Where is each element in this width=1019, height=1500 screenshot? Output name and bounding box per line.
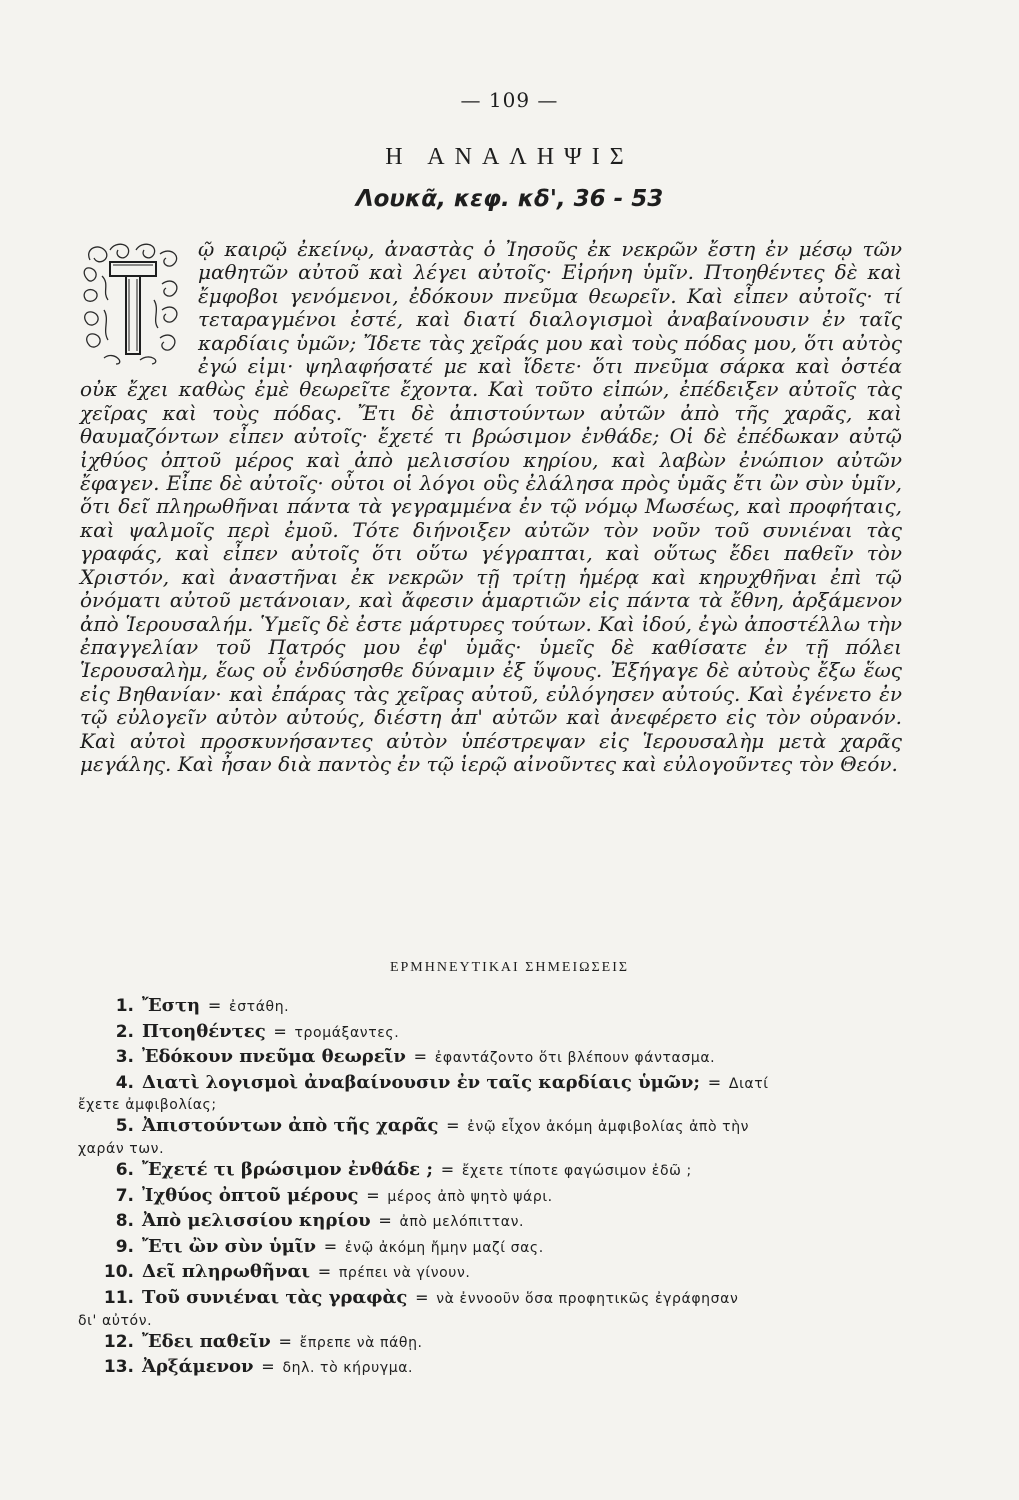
note-item: [78, 1286, 904, 1330]
equals-sign: =: [323, 1236, 338, 1256]
note-item: [78, 1184, 904, 1210]
note-definition: ἐνῷ εἶχον ἀκόμη ἀμφιβολίας ἀπὸ τὴν: [467, 1119, 750, 1136]
note-item: [78, 1355, 904, 1381]
note-item: [78, 1158, 904, 1184]
page-number: — 109 —: [460, 88, 559, 112]
note-definition: ἔπρεπε νὰ πάθῃ.: [299, 1334, 423, 1351]
note-number: 11.: [103, 1287, 134, 1308]
equals-sign: =: [413, 1047, 427, 1067]
gospel-passage: [80, 238, 902, 776]
note-number: 5.: [115, 1116, 134, 1137]
note-term: Ἐδόκουν πνεῦμα θεωρεῖν: [142, 1046, 406, 1068]
note-number: 1.: [115, 996, 134, 1016]
notes-heading: ΕΡΜΗΝΕΥΤΙΚΑΙ ΣΗΜΕΙΩΣΕΙΣ: [389, 960, 630, 975]
note-continuation: ἔχετε ἀμφιβολίας;: [78, 1097, 217, 1114]
note-continuation: χαράν των.: [78, 1140, 165, 1157]
note-number: 8.: [115, 1211, 134, 1232]
note-definition: ἐνῷ ἀκόμη ἤμην μαζί σας.: [344, 1239, 544, 1256]
equals-sign: =: [261, 1357, 275, 1377]
note-number: 3.: [115, 1047, 134, 1068]
note-number: 4.: [115, 1072, 134, 1093]
equals-sign: =: [207, 996, 222, 1015]
note-item: [78, 1209, 904, 1235]
equals-sign: =: [440, 1159, 455, 1179]
note-definition: δηλ. τὸ κήρυγμα.: [282, 1360, 414, 1377]
equals-sign: =: [366, 1185, 380, 1205]
passage-text: ῷ καιρῷ ἐκείνῳ, ἀναστὰς ὁ Ἰησοῦς ἐκ νεκρῶν ἔστη ἐν μέσῳ τῶν μαθητῶν αὐτοῦ καὶ λέγει αὐτοῖς· Εἰρήνη ὑμῖν. Πτοηθέντες δὲ καὶ ἔμφοβοι γενόμενοι, ἐδόκουν πνεῦμα θεωρεῖν. Καὶ εἶπεν αὐτοῖς· τί τεταραγμένοι ἐστέ, καὶ διατί διαλογισμοὶ ἀναβαίνουσιν ἐν ταῖς καρδίαις ὑμῶν; Ἴδετε τὰς χεῖράς μου καὶ τοὺς πόδας μου, ὅτι αὐτὸς ἐγώ εἰμι· ψηλαφήσατέ με καὶ ἴδετε· ὅτι πνεῦμα σάρκα καὶ ὀστέα οὐκ ἔχει καθὼς ἐμὲ θεωρεῖτε ἔχοντα. Καὶ τοῦτο εἰπών, ἐπέδειξεν αὐτοῖς τὰς χεῖρας καὶ τοὺς πόδας. Ἔτι δὲ ἀπιστούντων αὐτῶν ἀπὸ τῆς χαρᾶς, καὶ θαυμαζόντων εἶπεν αὐτοῖς· ἔχετέ τι βρώσιμον ἐνθάδε; Οἱ δὲ ἐπέδωκαν αὐτῷ ἰχθύος ὀπτοῦ μέρος καὶ ἀπὸ μελισσίου κηρίου, καὶ λαβὼν ἐνώπιον αὐτῶν ἔφαγεν. Εἶπε δὲ αὐτοῖς· οὗτοι οἱ λόγοι οὓς ἐλάλησα πρὸς ὑμᾶς ἔτι ὢν σὺν ὑμῖν, ὅτι δεῖ πληρωθῆναι πάντα τὰ γεγραμμένα ἐν τῷ νόμῳ Μωσέως, καὶ προφήταις, καὶ ψαλμοῖς περὶ ἐμοῦ. Τότε διήνοιξεν αὐτῶν τὸν νοῦν τοῦ συνιέναι τὰς γραφάς, καὶ εἶπεν αὐτοῖς ὅτι οὕτω γέγραπται, καὶ οὕτως ἔδει παθεῖν τὸν Χριστόν, καὶ ἀναστῆναι ἐκ νεκρῶν τῇ τρίτῃ ἡμέρᾳ καὶ κηρυχθῆναι ἐπὶ τῷ ὀνόματι αὐτοῦ μετάνοιαν, καὶ ἄφεσιν ἁμαρτιῶν εἰς πάντα τὰ ἔθνη, ἀρξάμενον ἀπὸ Ἱερουσαλήμ. Ὑμεῖς δὲ ἐστε μάρτυρες τούτων. Καὶ ἰδού, ἐγὼ ἀποστέλλω τὴν ἐπαγγελίαν τοῦ Πατρός μου ἐφ' ὑμᾶς· ὑμεῖς δὲ καθίσατε ἐν τῇ πόλει Ἱερουσαλὴμ, ἕως οὗ ἐνδύσησθε δύναμιν ἐξ ὕψους. Ἐξήγαγε δὲ αὐτοὺς ἔξω ἕως εἰς Βηθανίαν· καὶ ἐπάρας τὰς χεῖρας αὐτοῦ, εὐλόγησεν αὐτούς. Καὶ ἐγένετο ἐν τῷ εὐλογεῖν αὐτὸν αὐτούς, διέστη ἀπ' αὐτῶν καὶ ἀνεφέρετο εἰς τὸν οὐρανόν. Καὶ αὐτοὶ προσκυνήσαντες αὐτὸν ὑπέστρεψαν εἰς Ἱερουσαλὴμ μετὰ χαρᾶς μεγάλης. Καὶ ἦσαν διὰ παντὸς ἐν τῷ ἱερῷ αἰνοῦντες καὶ εὐλογοῦντες τὸν Θεόν.: [80, 237, 902, 776]
note-term: Δεῖ πληρωθῆναι: [142, 1261, 311, 1283]
scripture-reference: Λουκᾶ, κεφ. κδ', 36 - 53: [355, 186, 664, 212]
note-item: [78, 994, 904, 1020]
note-number: 9.: [115, 1236, 134, 1257]
note-number: 7.: [115, 1185, 134, 1206]
note-definition: ἔχετε τίποτε φαγώσιμον ἐδῶ ;: [461, 1162, 692, 1179]
note-term: Ἔχετέ τι βρώσιμον ἐνθάδε ;: [142, 1158, 433, 1180]
note-definition: ἐστάθη.: [229, 999, 290, 1015]
note-number: 6.: [115, 1159, 134, 1180]
equals-sign: =: [415, 1287, 429, 1307]
note-number: 13.: [103, 1357, 134, 1378]
equals-sign: =: [278, 1331, 292, 1351]
ornamental-dropcap: [80, 240, 184, 366]
note-definition: Διατί: [728, 1075, 769, 1092]
note-item: [78, 1020, 904, 1046]
note-item: [78, 1071, 904, 1115]
equals-sign: =: [378, 1211, 392, 1231]
note-term: Ἀρξάμενον: [142, 1356, 254, 1378]
equals-sign: =: [273, 1021, 287, 1041]
chapter-title: Η ΑΝΑΛΗΨΙΣ: [385, 144, 634, 170]
note-definition: ἐφαντάζοντο ὅτι βλέπουν φάντασμα.: [434, 1050, 716, 1067]
note-term: Ἔστη: [142, 995, 201, 1016]
ornament-icon: [80, 240, 184, 366]
note-definition: νὰ ἐννοοῦν ὅσα προφητικῶς ἐγράφησαν: [436, 1290, 739, 1307]
note-definition: τρομάξαντες.: [294, 1024, 400, 1041]
note-term: Ἀπὸ μελισσίου κηρίου: [142, 1210, 371, 1232]
equals-sign: =: [707, 1072, 722, 1092]
note-item: [78, 1235, 904, 1261]
note-definition: μέρος ἀπὸ ψητὸ ψάρι.: [387, 1188, 553, 1205]
note-number: 10.: [103, 1262, 134, 1283]
note-definition: ἀπὸ μελόπιτταν.: [399, 1214, 525, 1231]
note-term: Ἀπιστούντων ἀπὸ τῆς χαρᾶς: [142, 1115, 439, 1137]
svg-text:Τ: Τ: [132, 320, 134, 321]
note-term: Ἔτι ὢν σὺν ὑμῖν: [142, 1235, 317, 1257]
note-item: [78, 1114, 904, 1158]
note-term: Ἔδει παθεῖν: [142, 1330, 271, 1352]
note-term: Ἰχθύος ὀπτοῦ μέρους: [142, 1184, 359, 1206]
note-item: [78, 1260, 904, 1286]
equals-sign: =: [317, 1262, 332, 1282]
note-number: 2.: [115, 1021, 134, 1042]
note-continuation: δι' αὐτόν.: [78, 1312, 153, 1329]
note-term: Πτοηθέντες: [142, 1020, 266, 1042]
equals-sign: =: [446, 1116, 460, 1136]
note-term: Διατὶ λογισμοὶ ἀναβαίνουσιν ἐν ταῖς καρδίαις ὑμῶν;: [142, 1071, 701, 1093]
note-item: [78, 1330, 904, 1356]
note-item: [78, 1045, 904, 1071]
notes-list: [78, 994, 904, 1381]
note-number: 12.: [103, 1331, 134, 1352]
note-term: Τοῦ συνιέναι τὰς γραφὰς: [142, 1286, 408, 1308]
note-definition: πρέπει νὰ γίνουν.: [338, 1265, 471, 1282]
